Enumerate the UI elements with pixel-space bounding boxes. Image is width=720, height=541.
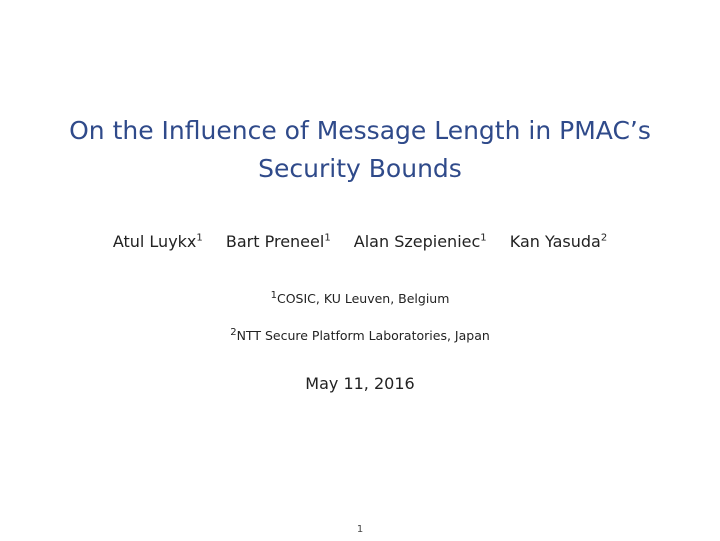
affiliation-text: COSIC, KU Leuven, Belgium: [276, 291, 450, 306]
title-line-2: Security Bounds: [258, 154, 462, 183]
affiliation-mark: 2: [600, 232, 608, 244]
title-line-1: On the Influence of Message Length in PMAC’s: [69, 116, 651, 145]
affiliation-mark: 1: [196, 232, 203, 244]
author-list: [0, 232, 720, 251]
author-name: Kan Yasuda: [509, 232, 601, 251]
affiliation-text: NTT Secure Platform Laboratories, Japan: [236, 328, 490, 343]
author-name: Atul Luykx: [112, 232, 197, 251]
affiliation-mark: 1: [480, 232, 487, 244]
author-kan-yasuda: [510, 232, 607, 251]
affiliation-mark: 1: [324, 232, 331, 244]
affiliation-ntt: [0, 328, 720, 343]
author-bart-preneel: [226, 232, 331, 251]
author-name: Bart Preneel: [225, 232, 325, 251]
affiliation-mark: 1: [270, 289, 277, 301]
affiliation-mark: 2: [230, 326, 237, 338]
presentation-date: May 11, 2016: [305, 374, 415, 393]
author-atul-luykx: [113, 232, 203, 251]
author-alan-szepieniec: [354, 232, 487, 251]
affiliation-cosic: [0, 291, 720, 306]
page-number: 1: [356, 524, 364, 535]
slide-title: [0, 112, 720, 188]
author-name: Alan Szepieniec: [353, 232, 481, 251]
